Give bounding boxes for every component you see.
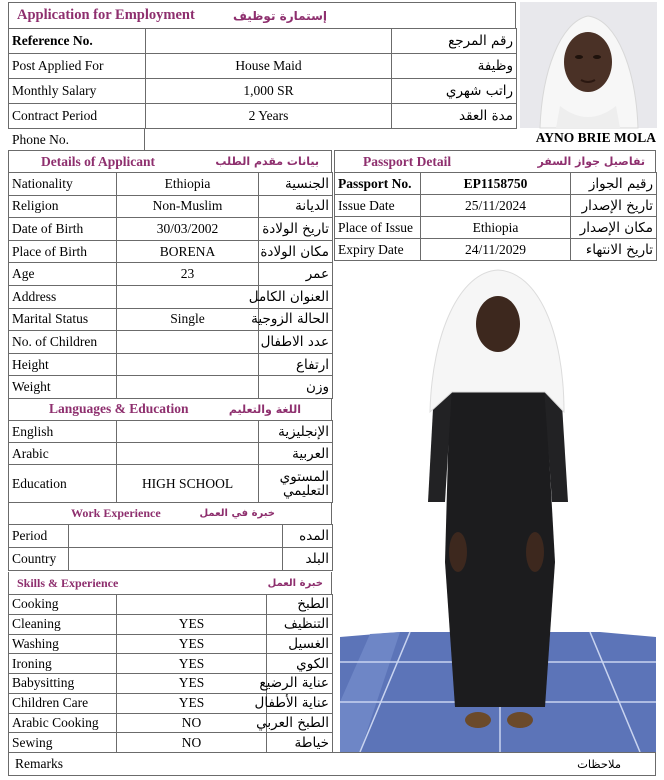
marital-label: Marital Status — [9, 308, 117, 331]
height-value — [117, 353, 259, 376]
country-label-ar: البلد — [283, 548, 333, 571]
headshot-image — [520, 2, 657, 128]
period-label: Period — [9, 525, 69, 548]
children-care-label-ar: عناية الأطفال — [267, 693, 333, 713]
applicant-table — [8, 172, 333, 399]
table-row — [9, 263, 333, 286]
table-row — [335, 173, 657, 195]
education-value: HIGH SCHOOL — [117, 465, 259, 503]
table-row — [9, 693, 333, 713]
address-value — [117, 285, 259, 308]
washing-label-ar: الغسيل — [267, 634, 333, 654]
children-label-ar: عدد الاطفال — [259, 331, 333, 354]
table-row — [9, 733, 333, 753]
applicant-headshot — [520, 2, 657, 128]
sewing-label-ar: خياطة — [267, 733, 333, 753]
languages-title-en: Languages & Education — [49, 401, 189, 416]
passport-no-value: EP1158750 — [421, 173, 571, 195]
form-title-en: Application for Employment — [17, 7, 195, 23]
issue-date-value: 25/11/2024 — [421, 195, 571, 217]
table-row — [9, 331, 333, 354]
phone-label: Phone No. — [12, 132, 69, 147]
dob-label: Date of Birth — [9, 218, 117, 241]
table-row — [9, 195, 333, 218]
cooking-value — [117, 595, 267, 615]
applicant-name: AYNO BRIE MOLA — [535, 130, 656, 145]
applicant-title-ar: بيانات مقدم الطلب — [215, 155, 319, 168]
table-row — [9, 674, 333, 694]
table-row — [9, 595, 333, 615]
address-label-ar: العنوان الكامل — [259, 285, 333, 308]
issue-place-label: Place of Issue — [335, 217, 421, 239]
table-row — [9, 376, 333, 399]
post-value: House Maid — [146, 54, 392, 79]
cooking-label-ar: الطبخ — [267, 595, 333, 615]
nationality-label-ar: الجنسية — [259, 173, 333, 196]
dob-label-ar: تاريخ الولادة — [259, 218, 333, 241]
table-row — [335, 217, 657, 239]
issue-place-value: Ethiopia — [421, 217, 571, 239]
arabic-cooking-label-ar: الطبخ العربي — [267, 713, 333, 733]
phone-row — [8, 128, 145, 150]
remarks-label: Remarks — [15, 756, 63, 771]
country-value — [69, 548, 283, 571]
skills-table — [8, 594, 333, 753]
applicant-full-photo — [340, 262, 656, 752]
table-row — [9, 614, 333, 634]
table-row — [9, 54, 517, 79]
arabic-label: Arabic — [9, 443, 117, 465]
table-row — [335, 195, 657, 217]
table-row — [9, 173, 333, 196]
table-row — [9, 525, 333, 548]
birthplace-label-ar: مكان الولادة — [259, 240, 333, 263]
table-row — [9, 443, 333, 465]
form-title-bar — [8, 2, 516, 28]
salary-label-ar: راتب شهري — [392, 79, 517, 104]
expiry-date-label-ar: تاريخ الانتهاء — [571, 239, 657, 261]
english-value — [117, 421, 259, 443]
applicant-title-en: Details of Applicant — [41, 153, 156, 169]
skills-title-en: Skills & Experience — [17, 575, 119, 590]
table-row — [9, 240, 333, 263]
age-label: Age — [9, 263, 117, 286]
skills-title-ar: خبرة العمل — [267, 577, 323, 589]
education-label-ar: المستوي التعليمي — [259, 465, 333, 503]
table-row — [9, 465, 333, 503]
dob-value: 30/03/2002 — [117, 218, 259, 241]
weight-label-ar: وزن — [259, 376, 333, 399]
work-title-ar: خبرة في العمل — [199, 507, 275, 519]
passport-title-ar: تفاصيل جواز السفر — [537, 155, 645, 168]
nationality-label: Nationality — [9, 173, 117, 196]
table-row — [9, 29, 517, 54]
full-photo-image — [340, 262, 656, 752]
arabic-value — [117, 443, 259, 465]
table-row — [9, 79, 517, 104]
table-row — [9, 353, 333, 376]
country-label: Country — [9, 548, 69, 571]
post-label-ar: وظيفة — [392, 54, 517, 79]
children-care-value: YES — [117, 693, 267, 713]
job-table — [8, 28, 517, 129]
birthplace-value: BORENA — [117, 240, 259, 263]
period-value — [69, 525, 283, 548]
cleaning-label: Cleaning — [9, 614, 117, 634]
languages-table — [8, 420, 333, 503]
remarks-label-ar: ملاحظات — [577, 757, 621, 771]
religion-label-ar: الديانة — [259, 195, 333, 218]
passport-section-header — [334, 150, 656, 172]
salary-value: 1,000 SR — [146, 79, 392, 104]
address-label: Address — [9, 285, 117, 308]
table-row — [9, 308, 333, 331]
reference-label-ar: رقم المرجع — [392, 29, 517, 54]
sewing-label: Sewing — [9, 733, 117, 753]
table-row — [9, 218, 333, 241]
babysitting-value: YES — [117, 674, 267, 694]
languages-title-ar: اللغة والتعليم — [228, 402, 301, 416]
applicant-section-header — [8, 150, 332, 172]
english-label: English — [9, 421, 117, 443]
reference-value — [146, 29, 392, 54]
cleaning-value: YES — [117, 614, 267, 634]
weight-label: Weight — [9, 376, 117, 399]
salary-label: Monthly Salary — [9, 79, 146, 104]
height-label-ar: ارتفاع — [259, 353, 333, 376]
issue-place-label-ar: مكان الإصدار — [571, 217, 657, 239]
passport-title-en: Passport Detail — [363, 153, 452, 169]
religion-label: Religion — [9, 195, 117, 218]
form-title-ar: إستمارة توظيف — [232, 8, 327, 23]
washing-label: Washing — [9, 634, 117, 654]
english-label-ar: الإنجليزية — [259, 421, 333, 443]
age-value: 23 — [117, 263, 259, 286]
expiry-date-value: 24/11/2029 — [421, 239, 571, 261]
languages-section-header — [8, 398, 332, 420]
sewing-value: NO — [117, 733, 267, 753]
babysitting-label-ar: عناية الرضيع — [267, 674, 333, 694]
children-label: No. of Children — [9, 331, 117, 354]
work-title-en: Work Experience — [71, 505, 161, 520]
height-label: Height — [9, 353, 117, 376]
ironing-label-ar: الكوي — [267, 654, 333, 674]
contract-label: Contract Period — [9, 104, 146, 129]
education-label: Education — [9, 465, 117, 503]
ironing-value: YES — [117, 654, 267, 674]
birthplace-label: Place of Birth — [9, 240, 117, 263]
table-row — [9, 421, 333, 443]
table-row — [9, 285, 333, 308]
table-row — [9, 548, 333, 571]
children-care-label: Children Care — [9, 693, 117, 713]
passport-no-label-ar: رقيم الجواز — [571, 173, 657, 195]
children-value — [117, 331, 259, 354]
expiry-date-label: Expiry Date — [335, 239, 421, 261]
marital-value: Single — [117, 308, 259, 331]
period-label-ar: المده — [283, 525, 333, 548]
babysitting-label: Babysitting — [9, 674, 117, 694]
table-row — [9, 634, 333, 654]
issue-date-label: Issue Date — [335, 195, 421, 217]
contract-label-ar: مدة العقد — [392, 104, 517, 129]
reference-label: Reference No. — [9, 29, 146, 54]
passport-table — [334, 172, 657, 261]
table-row — [9, 713, 333, 733]
cooking-label: Cooking — [9, 595, 117, 615]
work-section-header — [8, 502, 332, 524]
age-label-ar: عمر — [259, 263, 333, 286]
remarks-row — [8, 752, 656, 776]
marital-label-ar: الحالة الزوجية — [259, 308, 333, 331]
washing-value: YES — [117, 634, 267, 654]
issue-date-label-ar: تاريخ الإصدار — [571, 195, 657, 217]
table-row — [9, 654, 333, 674]
post-label: Post Applied For — [9, 54, 146, 79]
arabic-label-ar: العربية — [259, 443, 333, 465]
ironing-label: Ironing — [9, 654, 117, 674]
skills-section-header — [8, 572, 332, 594]
arabic-cooking-value: NO — [117, 713, 267, 733]
passport-no-label: Passport No. — [335, 173, 421, 195]
cleaning-label-ar: التنظيف — [267, 614, 333, 634]
weight-value — [117, 376, 259, 399]
religion-value: Non-Muslim — [117, 195, 259, 218]
table-row — [335, 239, 657, 261]
arabic-cooking-label: Arabic Cooking — [9, 713, 117, 733]
work-table — [8, 524, 333, 571]
nationality-value: Ethiopia — [117, 173, 259, 196]
table-row — [9, 104, 517, 129]
contract-value: 2 Years — [146, 104, 392, 129]
